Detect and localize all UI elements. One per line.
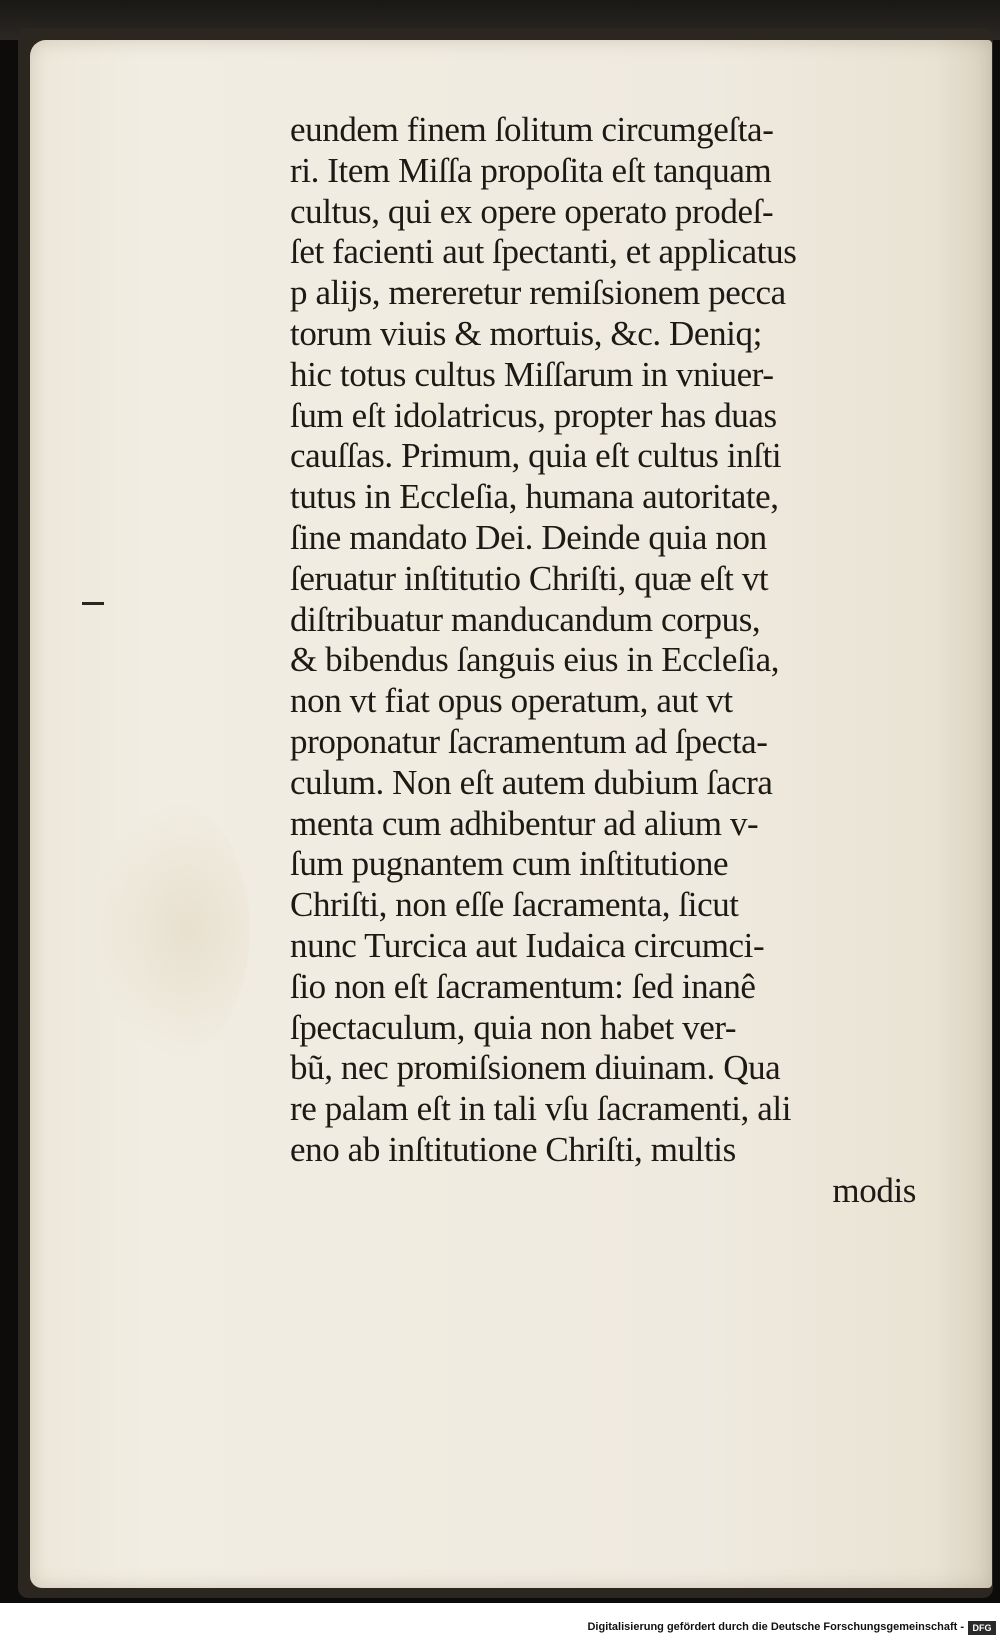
page-text-block: [290, 110, 930, 1212]
text-line: re palam eſt in tali vſu ſacramenti, ali: [290, 1089, 792, 1129]
margin-mark: [82, 602, 104, 605]
catchword: modis: [832, 1170, 916, 1210]
text-line: ri. Item Miſſa propoſita eſt tanquam: [290, 150, 772, 190]
text-line: torum viuis & mortuis, &c. Deniq;: [290, 313, 762, 353]
text-line: ſeruatur inſtitutio Chriſti, quæ eſt vt: [290, 558, 769, 598]
text-line: ſio non eſt ſacramentum: ſed inanê: [290, 966, 756, 1006]
funding-credit: Digitalisierung gefördert durch die Deutsche Forschungsgemeinschaft -: [587, 1621, 964, 1633]
text-line: bũ, nec promiſsionem diuinam. Qua: [290, 1048, 781, 1088]
text-line: Chriſti, non eſſe ſacramenta, ſicut: [290, 885, 739, 925]
text-line: ſine mandato Dei. Deinde quia non: [290, 517, 767, 557]
text-line: cultus, qui ex opere operato prodeſ-: [290, 191, 774, 231]
text-line: culum. Non eſt autem dubium ſacra: [290, 762, 773, 802]
text-line: tutus in Eccleſia, humana autoritate,: [290, 477, 779, 517]
text-line: diſtribuatur manducandum corpus,: [290, 599, 761, 639]
text-line: ſum eſt idolatricus, propter has duas: [290, 395, 777, 435]
text-line: eno ab inſtitutione Chriſti, multis: [290, 1129, 736, 1169]
text-line: non vt fiat opus operatum, aut vt: [290, 681, 733, 721]
text-line: eundem finem ſolitum circumgeſta-: [290, 110, 774, 149]
text-line: cauſſas. Primum, quia eſt cultus inſti: [290, 436, 782, 476]
text-line: menta cum adhibentur ad alium v-: [290, 803, 759, 843]
text-line: ſpectaculum, quia non habet ver-: [290, 1007, 737, 1047]
text-line: hic totus cultus Miſſarum in vniuer-: [290, 354, 774, 394]
text-line: ſum pugnantem cum inſtitutione: [290, 844, 729, 884]
text-line: nunc Turcica aut Iudaica circumci-: [290, 925, 765, 965]
text-line: p alijs, mereretur remiſsionem pecca: [290, 273, 786, 313]
dfg-logo-icon: DFG: [968, 1621, 996, 1635]
digitization-footer: [0, 1603, 1000, 1643]
text-line: & bibendus ſanguis eius in Eccleſia,: [290, 640, 780, 680]
text-line: proponatur ſacramentum ad ſpecta-: [290, 721, 768, 761]
water-stain: [90, 800, 250, 1060]
text-line: ſet facienti aut ſpectanti, et applicatus: [290, 232, 797, 272]
